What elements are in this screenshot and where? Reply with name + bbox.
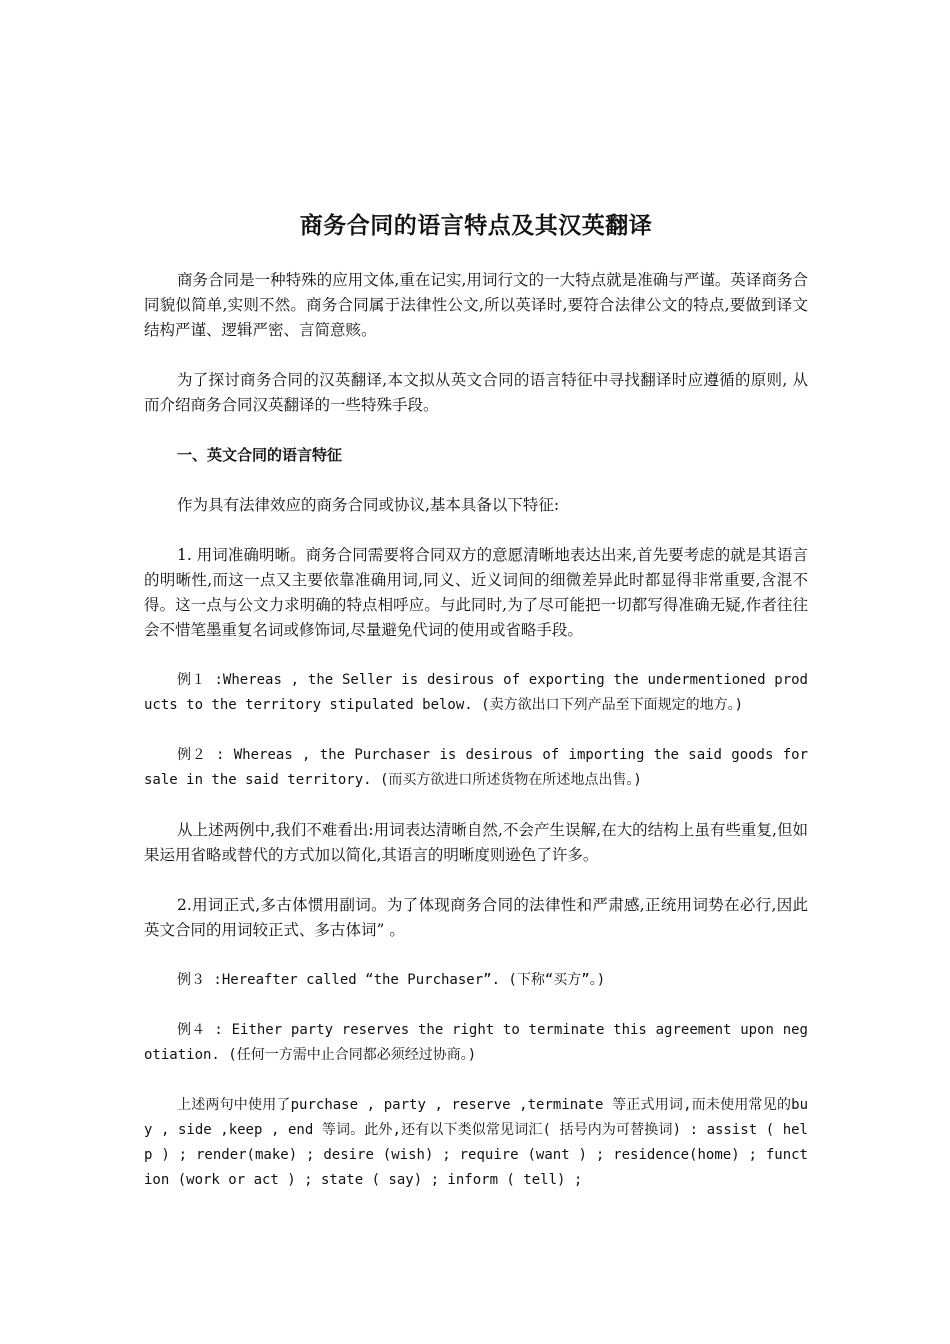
paragraph-example-2: 例２ : Whereas , the Purchaser is desirous of importing the said goods for sale in the said territory. (而买方欲进口所述货物在所述地点出售。)	[144, 747, 808, 788]
paragraph-example-3: 例３ :Hereafter called “the Purchaser”. (下称“买方”。)	[177, 972, 606, 988]
paragraph-intro: 商务合同是一种特殊的应用文体,重在记实,用词行文的一大特点就是准确与严谨。英译商务合同貌似简单,实则不然。商务合同属于法律性公文,所以英译时,要符合法律公文的特点,要做到译文结构严谨、逻辑严密、言简意赅。	[144, 271, 808, 339]
paragraph-analysis: 从上述两例中,我们不难看出:用词表达清晰自然,不会产生误解,在大的结构上虽有些重复,但如果运用省略或替代的方式加以简化,其语言的明晰度则逊色了许多。	[144, 821, 808, 864]
paragraph-features-intro: 作为具有法律效应的商务合同或协议,基本具备以下特征:	[177, 496, 560, 514]
document-page	[144, 208, 808, 1218]
paragraph-feature-1: 1. 用词准确明晰。商务合同需要将合同双方的意愿清晰地表达出来,首先要考虑的就是其语言的明晰性,而这一点又主要依靠准确用词,同义、近义词间的细微差异此时都显得非常重要,含混不得。这一点与公文力求明确的特点相呼应。与此同时,为了尽可能把一切都写得准确无疑,作者往往会不惜笔墨重复名词或修饰词,尽量避免代词的使用或省略手段。	[144, 546, 808, 639]
section-heading: 一、英文合同的语言特征	[177, 446, 343, 464]
paragraph-example-1: 例１ :Whereas , the Seller is desirous of exporting the undermentioned products to the territory stipulated below. (卖方欲出口下列产品至下面规定的地方。)	[144, 672, 808, 713]
paragraph-purpose: 为了探讨商务合同的汉英翻译,本文拟从英文合同的语言特征中寻找翻译时应遵循的原则, 从而介绍商务合同汉英翻译的一些特殊手段。	[144, 371, 808, 414]
paragraph-feature-2: 2.用词正式,多古体惯用副词。为了体现商务合同的法律性和严肃感,正统用词势在必行,因此英文合同的用词较正式、多古体词” 。	[144, 896, 808, 939]
paragraph-example-4: 例４ : Either party reserves the right to terminate this agreement upon negotiation. (任何一方需中止合同都必须经过协商。)	[144, 1022, 808, 1063]
paragraph-vocabulary: 上述两句中使用了purchase , party , reserve ,terminate 等正式用词,而未使用常见的buy , side ,keep , end 等词。此外,还有以下类似常见词汇( 括号内为可替换词) : assist ( help ) ; render(make) ; desire (wish) ; require (want ) ; residence(home) ; function (work or act ) ; state ( say) ; inform ( tell) ;	[144, 1097, 808, 1188]
document-title: 商务合同的语言特点及其汉英翻译	[299, 213, 653, 239]
